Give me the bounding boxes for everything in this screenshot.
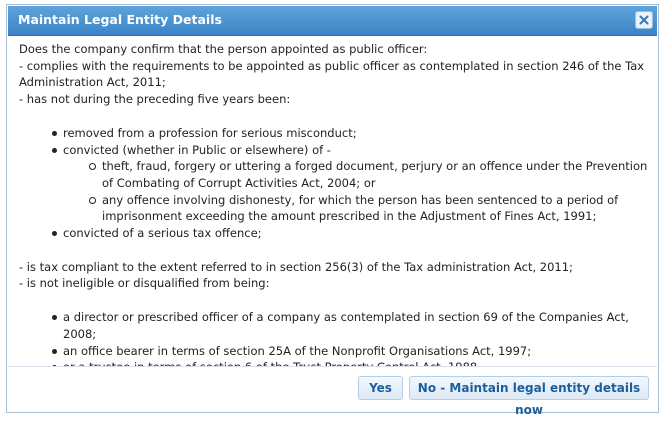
list-item-text: convicted of a serious tax offence;: [63, 226, 262, 241]
yes-button[interactable]: Yes: [358, 376, 403, 400]
bullet-icon: [52, 148, 57, 153]
dialog-content: [19, 41, 649, 393]
disqualification-list: [19, 125, 649, 242]
list-item-text: a director or prescribed officer of a company as contemplated in section 69 of the Companies Act, 2008;: [63, 310, 629, 341]
list-item: [19, 309, 649, 342]
list-item: [19, 125, 649, 142]
list-item: [19, 343, 649, 360]
dialog-titlebar[interactable]: [8, 6, 657, 36]
circle-bullet-icon: [89, 197, 96, 204]
sublist-item: [63, 192, 649, 225]
requirement-line-3: - is tax compliant to the extent referred to in section 256(3) of the Tax administration Act, 2011;: [19, 259, 573, 274]
sublist-item-text: any offence involving dishonesty, for which the person has been sentenced to a period of imprisonment exceeding the amount prescribed in the Adjustment of Fines Act, 1991;: [102, 192, 619, 224]
list-item-text: an office bearer in terms of section 25A of the Nonprofit Organisations Act, 1997;: [63, 343, 532, 358]
bullet-icon: [52, 315, 57, 320]
maintain-legal-entity-dialog: [6, 4, 659, 417]
offence-sublist: [63, 158, 649, 225]
dialog-footer: [8, 366, 657, 417]
bullet-icon: [52, 131, 57, 136]
list-item: [19, 225, 649, 242]
bullet-icon: [52, 349, 57, 354]
list-item-text: removed from a profession for serious misconduct;: [63, 125, 357, 140]
bullet-icon: [52, 231, 57, 236]
close-button[interactable]: [635, 11, 653, 29]
requirement-line-1: - complies with the requirements to be appointed as public officer as contemplated in section 246 of the Tax Administration Act, 2011;: [19, 58, 645, 90]
list-item: [19, 142, 649, 226]
maintain-details-button[interactable]: No - Maintain legal entity details now: [409, 376, 649, 400]
dialog-title: Maintain Legal Entity Details: [18, 12, 222, 27]
close-icon: [639, 15, 649, 25]
list-item-text: convicted (whether in Public or elsewhere) of -: [63, 142, 331, 157]
circle-bullet-icon: [89, 163, 96, 170]
intro-text: Does the company confirm that the person appointed as public officer:: [19, 42, 428, 56]
requirement-line-4: - is not ineligible or disqualified from being:: [19, 276, 270, 291]
sublist-item: [63, 158, 649, 191]
requirement-line-2: - has not during the preceding five years been:: [19, 92, 291, 107]
sublist-item-text: theft, fraud, forgery or uttering a forged document, perjury or an offence under the Prevention of Combating of Corrupt Activities Act, 2004; or: [102, 159, 648, 190]
